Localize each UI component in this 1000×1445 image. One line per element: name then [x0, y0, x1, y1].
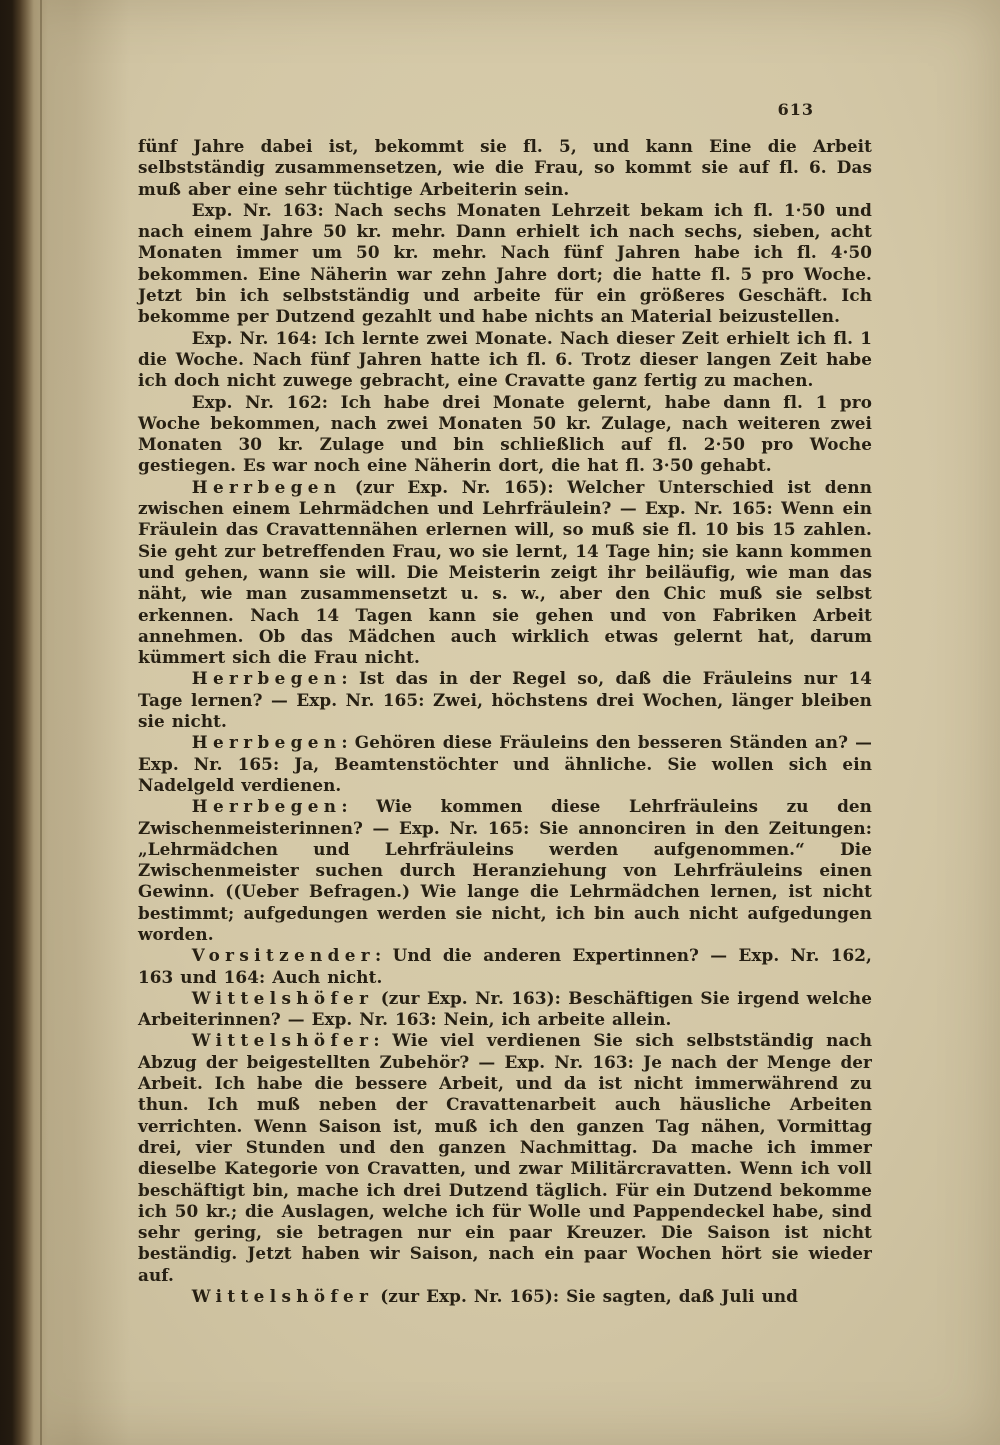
- paragraph: [138, 668, 872, 732]
- paragraph-text: : Gehören diese Fräuleins den besseren Ständen an? — Exp. Nr. 165: Ja, Beamtenstöchter und ähnliche. Sie wollen sich ein Nadelgeld verdienen.: [138, 732, 872, 795]
- paragraph-text: fünf Jahre dabei ist, bekommt sie fl. 5, und kann Eine die Arbeit selbstständig zusammensetzen, wie die Frau, so kommt sie auf fl. 6. Das muß aber eine sehr tüchtige Arbeiterin sein.: [138, 136, 872, 199]
- paragraph: [138, 136, 872, 200]
- page-text: [138, 136, 872, 1307]
- paragraph-text: : Ist das in der Regel so, daß die Fräuleins nur 14 Tage lernen? — Exp. Nr. 165: Zwei, höchstens drei Wochen, länger bleiben sie nicht.: [138, 668, 872, 732]
- paragraph: [138, 732, 872, 796]
- page-number: 613: [777, 100, 814, 119]
- speaker-name: Herrbegen: [191, 732, 342, 753]
- speaker-name: Vorsitzender: [191, 945, 376, 966]
- paragraph: [138, 1286, 872, 1307]
- paragraph-text: Exp. Nr. 164: Ich lernte zwei Monate. Nach dieser Zeit erhielt ich fl. 1 die Woche. Nach fünf Jahren hatte ich fl. 6. Trotz dieser langen Zeit habe ich doch nicht zuwege gebracht, eine Cravatte ganz fertig zu machen.: [138, 327, 872, 391]
- paragraph: [138, 796, 872, 945]
- paragraph-text: (zur Exp. Nr. 163): Beschäftigen Sie irgend welche Arbeiterinnen? — Exp. Nr. 163: Nein, ich arbeite allein.: [138, 987, 872, 1030]
- paragraph: [138, 945, 872, 988]
- paragraph-text: : Wie kommen diese Lehrfräuleins zu den Zwischenmeisterinnen? — Exp. Nr. 165: Sie annonciren in den Zeitungen: „Lehrmädchen und Lehrfräuleins werden aufgenommen.“ Die Zwischenmeister suchen durch Heranziehung von Lehrfräuleins einen Gewinn. ((Ueber Befragen.) Wie lange die Lehrmädchen lernen, ist nicht bestimmt; aufgedungen werden sie nicht, ich bin auch nicht aufgedungen worden.: [138, 796, 872, 944]
- speaker-name: Herrbegen: [191, 476, 342, 497]
- paragraph-text: Exp. Nr. 162: Ich habe drei Monate gelernt, habe dann fl. 1 pro Woche bekommen, nach zwei Monaten 50 kr. Zulage, nach weiteren zwei Monaten 30 kr. Zulage und bin schließlich auf fl. 2·50 pro Woche gestiegen. Es war noch eine Näherin dort, die hat fl. 3·50 gehabt.: [138, 391, 872, 476]
- speaker-name: Wittelshöfer: [191, 987, 374, 1008]
- speaker-name: Wittelshöfer: [191, 1286, 374, 1307]
- paragraph: [138, 328, 872, 392]
- paragraph: [138, 988, 872, 1031]
- page-edge-line: [40, 0, 42, 1445]
- paragraph: [138, 200, 872, 328]
- paragraph-text: Exp. Nr. 163: Nach sechs Monaten Lehrzeit bekam ich fl. 1·50 und nach einem Jahre 50 kr. mehr. Dann erhielt ich nach sechs, sieben, acht Monaten immer um 50 kr. mehr. Nach fünf Jahren habe ich fl. 4·50 bekommen. Eine Näherin war zehn Jahre dort; die hatte fl. 5 pro Woche. Jetzt bin ich selbstständig und arbeite für ein größeres Geschäft. Ich bekomme per Dutzend gezahlt und habe nichts an Material beizustellen.: [138, 199, 872, 327]
- speaker-name: Herrbegen: [191, 668, 342, 689]
- paragraph-text: (zur Exp. Nr. 165): Welcher Unterschied ist denn zwischen einem Lehrmädchen und Lehrfräulein? — Exp. Nr. 165: Wenn ein Fräulein das Cravattennähen erlernen will, so muß sie fl. 10 bis 15 zahlen. Sie geht zur betreffenden Frau, wo sie lernt, 14 Tage hin; sie kann kommen und gehen, wann sie will. Die Meisterin zeigt ihr beiläufig, wie man das näht, wie man zusammensetzt u. s. w., aber den Chic muß sie selbst erkennen. Nach 14 Tagen kann sie gehen und von Fabriken Arbeit annehmen. Ob das Mädchen auch wirklich etwas gelernt hat, darum kümmert sich die Frau nicht.: [138, 476, 872, 668]
- book-binding-edge: [0, 0, 130, 1445]
- speaker-name: Herrbegen: [191, 796, 342, 817]
- paragraph: [138, 1030, 872, 1286]
- paragraph-text: : Und die anderen Expertinnen? — Exp. Nr. 162, 163 und 164: Auch nicht.: [138, 945, 872, 987]
- paragraph: [138, 392, 872, 477]
- paragraph-text: (zur Exp. Nr. 165): Sie sagten, daß Juli und: [373, 1286, 799, 1307]
- paragraph-text: : Wie viel verdienen Sie sich selbstständig nach Abzug der beigestellten Zubehör? — Exp. Nr. 163: Je nach der Menge der Arbeit. Ich habe die bessere Arbeit, und da ist nicht immerwährend zu thun. Ich muß neben der Cravattenarbeit auch häusliche Arbeiten verrichten. Wenn Saison ist, muß ich den ganzen Tag nähen, Vormittag drei, vier Stunden und den ganzen Nachmittag. Da mache ich immer dieselbe Kategorie von Cravatten, und zwar Militärcravatten. Wenn ich voll beschäftigt bin, mache ich drei Dutzend täglich. Für ein Dutzend bekomme ich 50 kr.; die Auslagen, welche ich für Wolle und Pappendeckel habe, sind sehr gering, sie betragen nur ein paar Kreuzer. Die Saison ist nicht beständig. Jetzt haben wir Saison, nach ein paar Wochen hört sie wieder auf.: [138, 1030, 872, 1285]
- speaker-name: Wittelshöfer: [191, 1030, 374, 1051]
- paragraph: [138, 477, 872, 669]
